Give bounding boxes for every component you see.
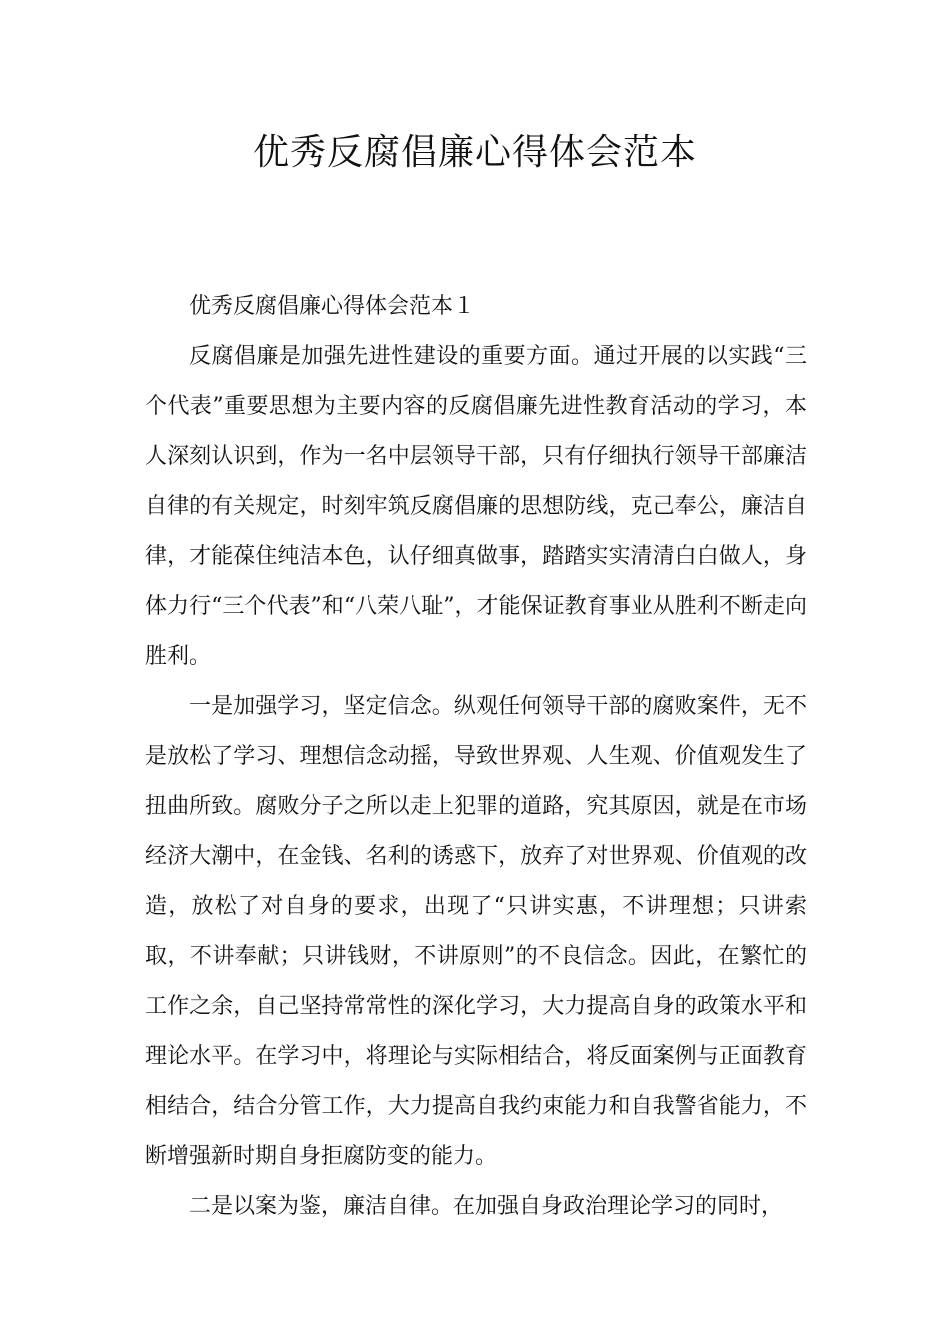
- paragraph-point-one: 一是加强学习，坚定信念。纵观任何领导干部的腐败案件，无不是放松了学习、理想信念动摇，导致世界观、人生观、价值观发生了扭曲所致。腐败分子之所以走上犯罪的道路，究其原因，就是在市场经济大潮中，在金钱、名利的诱惑下，放弃了对世界观、价值观的改造，放松了对自身的要求，出现了“只讲实惠，不讲理想；只讲索取，不讲奉献；只讲钱财，不讲原则”的不良信念。因此，在繁忙的工作之余，自己坚持常常性的深化学习，大力提高自身的政策水平和理论水平。在学习中，将理论与实际相结合，将反面案例与正面教育相结合，结合分管工作，大力提高自我约束能力和自我警省能力，不断增强新时期自身拒腐防变的能力。: [145, 694, 807, 1169]
- paragraph-point-two: 二是以案为鉴，廉洁自律。在加强自身政治理论学习的同时，: [189, 1194, 784, 1219]
- paragraph-intro: 反腐倡廉是加强先进性建设的重要方面。通过开展的以实践“三个代表”重要思想为主要内容的反腐倡廉先进性教育活动的学习，本人深刻认识到，作为一名中层领导干部，只有仔细执行领导干部廉洁自律的有关规定，时刻牢筑反腐倡廉的思想防线，克己奉公，廉洁自律，才能葆住纯洁本色，认仔细真做事，踏踏实实清清白白做人，身体力行“三个代表”和“八荣八耻”，才能保证教育事业从胜利不断走向胜利。: [145, 344, 807, 669]
- document-body: [145, 282, 807, 1232]
- section-heading: 优秀反腐倡廉心得体会范本１: [189, 294, 476, 319]
- document-title: 优秀反腐倡廉心得体会范本: [252, 132, 697, 173]
